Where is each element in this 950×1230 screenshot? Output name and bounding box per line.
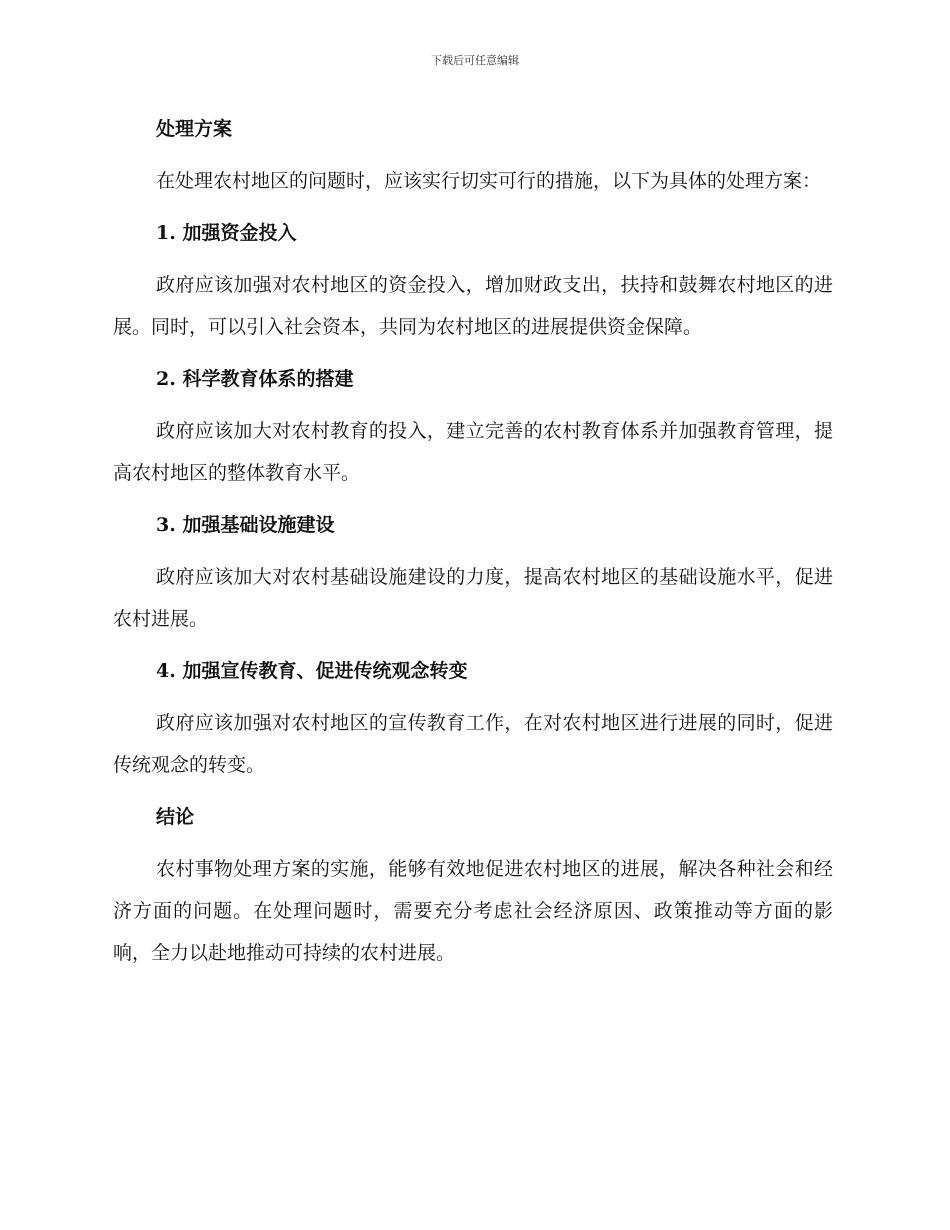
section-body-4: 政府应该加强对农村地区的宣传教育工作，在对农村地区进行进展的同时，促进传统观念的转变。 (113, 712, 833, 776)
section-body-3: 政府应该加大对农村基础设施建设的力度，提高农村地区的基础设施水平，促进农村进展。 (113, 566, 833, 630)
section-heading-4: 4. 加强宣传教育、促进传统观念转变 (156, 660, 468, 682)
conclusion-title: 结论 (156, 806, 195, 828)
section-body-1: 政府应该加强对农村地区的资金投入，增加财政支出，扶持和鼓舞农村地区的进展。同时，可以引入社会资本，共同为农村地区的进展提供资金保障。 (113, 274, 833, 338)
section-title: 处理方案 (156, 118, 233, 140)
document-body (113, 108, 833, 984)
section-body-2: 政府应该加大对农村教育的投入，建立完善的农村教育体系并加强教育管理，提高农村地区的整体教育水平。 (113, 420, 833, 484)
conclusion-paragraph: 农村事物处理方案的实施，能够有效地促进农村地区的进展，解决各种社会和经济方面的问题。在处理问题时，需要充分考虑社会经济原因、政策推动等方面的影响，全力以赴地推动可持续的农村进展。 (113, 858, 833, 964)
section-heading-2: 2. 科学教育体系的搭建 (156, 368, 354, 390)
section-heading-1: 1. 加强资金投入 (156, 222, 297, 244)
intro-paragraph: 在处理农村地区的问题时，应该实行切实可行的措施，以下为具体的处理方案： (156, 170, 822, 192)
page-header: 下载后可任意编辑 (431, 54, 519, 67)
section-heading-3: 3. 加强基础设施建设 (156, 514, 335, 536)
